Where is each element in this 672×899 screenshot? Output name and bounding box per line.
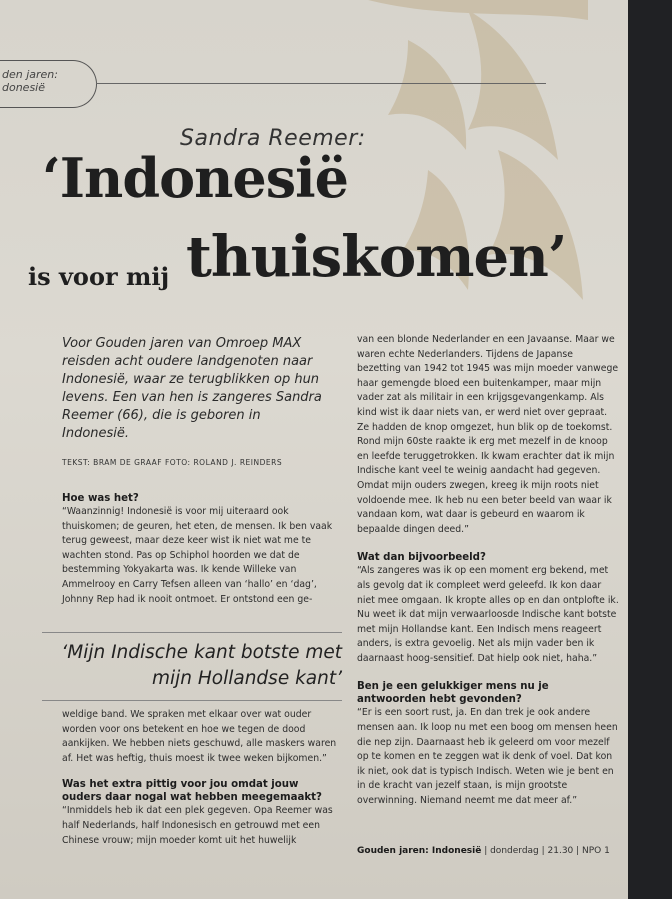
answer-1: “Waanzinnig! Indonesië is voor mij uiteraard ook thuiskomen; de geuren, het eten, de mensen. Ik ben vaak terug geweest, maar deze keer wist ik niet wat me te wachten stond. Pas op Schiphol hoorden we dat de bestemming Yokyakarta was. Ik kende Willeke van Ammelrooy en Carry Tefsen alleen van ‘hallo’ en ‘dag’, Johnny Rep had ik nooit ontmoet. Er ontstond een ge-	[62, 506, 333, 605]
answer-1-continued: weldige band. We spraken met elkaar over wat ouder worden voor ons betekent en hoe we tegen de dood aankijken. We hebben niets geschuwd, alle maskers waren af. Het was heftig, thuis moest ik twee weken bijkomen.”	[62, 709, 337, 764]
column-1-bottom	[62, 708, 340, 848]
answer-2-continued: van een blonde Nederlander en een Javaanse. Maar we waren echte Nederlanders. Tijdens de Japanse bezetting van 1942 tot 1945 was mijn moeder vanwege haar gemengde bloed een buitenkamper, maar mijn vader zat als militair in een krijgsgevangenkamp. Als kind wist ik daar niets van, er werd niet over gepraat. Ze hadden de knop omgezet, hun blik op de toekomst. Rond mijn 60ste raakte ik erg met mezelf in de knoop en leefde teruggetrokken. Ik kwam erachter dat ik mijn Indische kant veel te weinig aandacht had gegeven. Omdat mijn ouders zwegen, kreeg ik mijn roots niet voldoende mee. Ik heb nu een beter beeld van waar ik vandaan kom, wat daar is gebeurd en waarom ik bepaalde dingen deed.”	[357, 334, 619, 535]
page-edge-shadow	[628, 0, 672, 899]
section-label-line2: donesië	[2, 81, 46, 94]
broadcast-footer	[357, 846, 610, 856]
question-4: Ben je een gelukkiger mens nu je antwoorden hebt gevonden?	[357, 681, 549, 706]
column-2	[357, 333, 619, 809]
answer-3: “Als zangeres was ik op een moment erg bekend, met als gevolg dat ik compleet werd geleefd. Ik kon daar niet mee omgaan. Ik kropte alles op en dan ontplofte ik. Nu weet ik dat mijn verwaarloosde Indische kant botste met mijn Hollandse kant. Een Indisch mens reageert anders, is extra gevoelig. Net als mijn vader ben ik daarnaast hoog-sensitief. Dat hielp ook niet, haha.”	[357, 565, 619, 664]
headline-small: is voor mij	[28, 262, 170, 291]
answer-4: “Er is een soort rust, ja. En dan trek je ook andere mensen aan. Ik loop nu met een boog om mensen heen die nep zijn. Daarnaast heb ik geleerd om voor mezelf op te komen en te zeggen wat ik denk of voel. Dat kon ik niet, ook dat is typisch Indisch. Weten wie je bent en in de kracht van jezelf staan, is mijn grootste overwinning. Niemand neemt me dat meer af.”	[357, 707, 618, 807]
footer-show-title: Gouden jaren: Indonesië	[357, 846, 482, 856]
section-label-line1: den jaren:	[2, 68, 58, 81]
byline: Sandra Reemer:	[180, 126, 366, 151]
headline-line1: ‘Indonesië	[42, 146, 348, 210]
header-rule	[96, 83, 546, 84]
credits: TEKST: BRAM DE GRAAF FOTO: ROLAND J. REINDERS	[62, 458, 283, 467]
question-3: Wat dan bijvoorbeeld?	[357, 552, 486, 564]
answer-2: “Inmiddels heb ik dat een plek gegeven. Opa Reemer was half Nederlands, half Indonesisch en getrouwd met een Chinese vrouw; mijn moeder komt uit het huwelijk	[62, 805, 333, 846]
question-1: Hoe was het?	[62, 493, 139, 504]
pull-quote: ‘Mijn Indische kant botste met mijn Hollandse kant’	[61, 642, 342, 689]
headline-big: thuiskomen’	[186, 224, 567, 290]
column-1-top	[62, 492, 340, 607]
pullquote-rule-top	[42, 632, 342, 633]
footer-schedule: | donderdag | 21.30 | NPO 1	[481, 846, 610, 856]
intro-paragraph: Voor Gouden jaren van Omroep MAX reisden acht oudere landgenoten naar Indonesië, waar ze terugblikken op hun levens. Een van hen is zangeres Sandra Reemer (66), die is geboren in Indonesië.	[62, 336, 322, 441]
pullquote-rule-bottom	[42, 700, 342, 701]
question-2: Was het extra pittig voor jou omdat jouw ouders daar nogal wat hebben meegemaakt?	[62, 779, 322, 804]
section-tab	[0, 60, 97, 108]
